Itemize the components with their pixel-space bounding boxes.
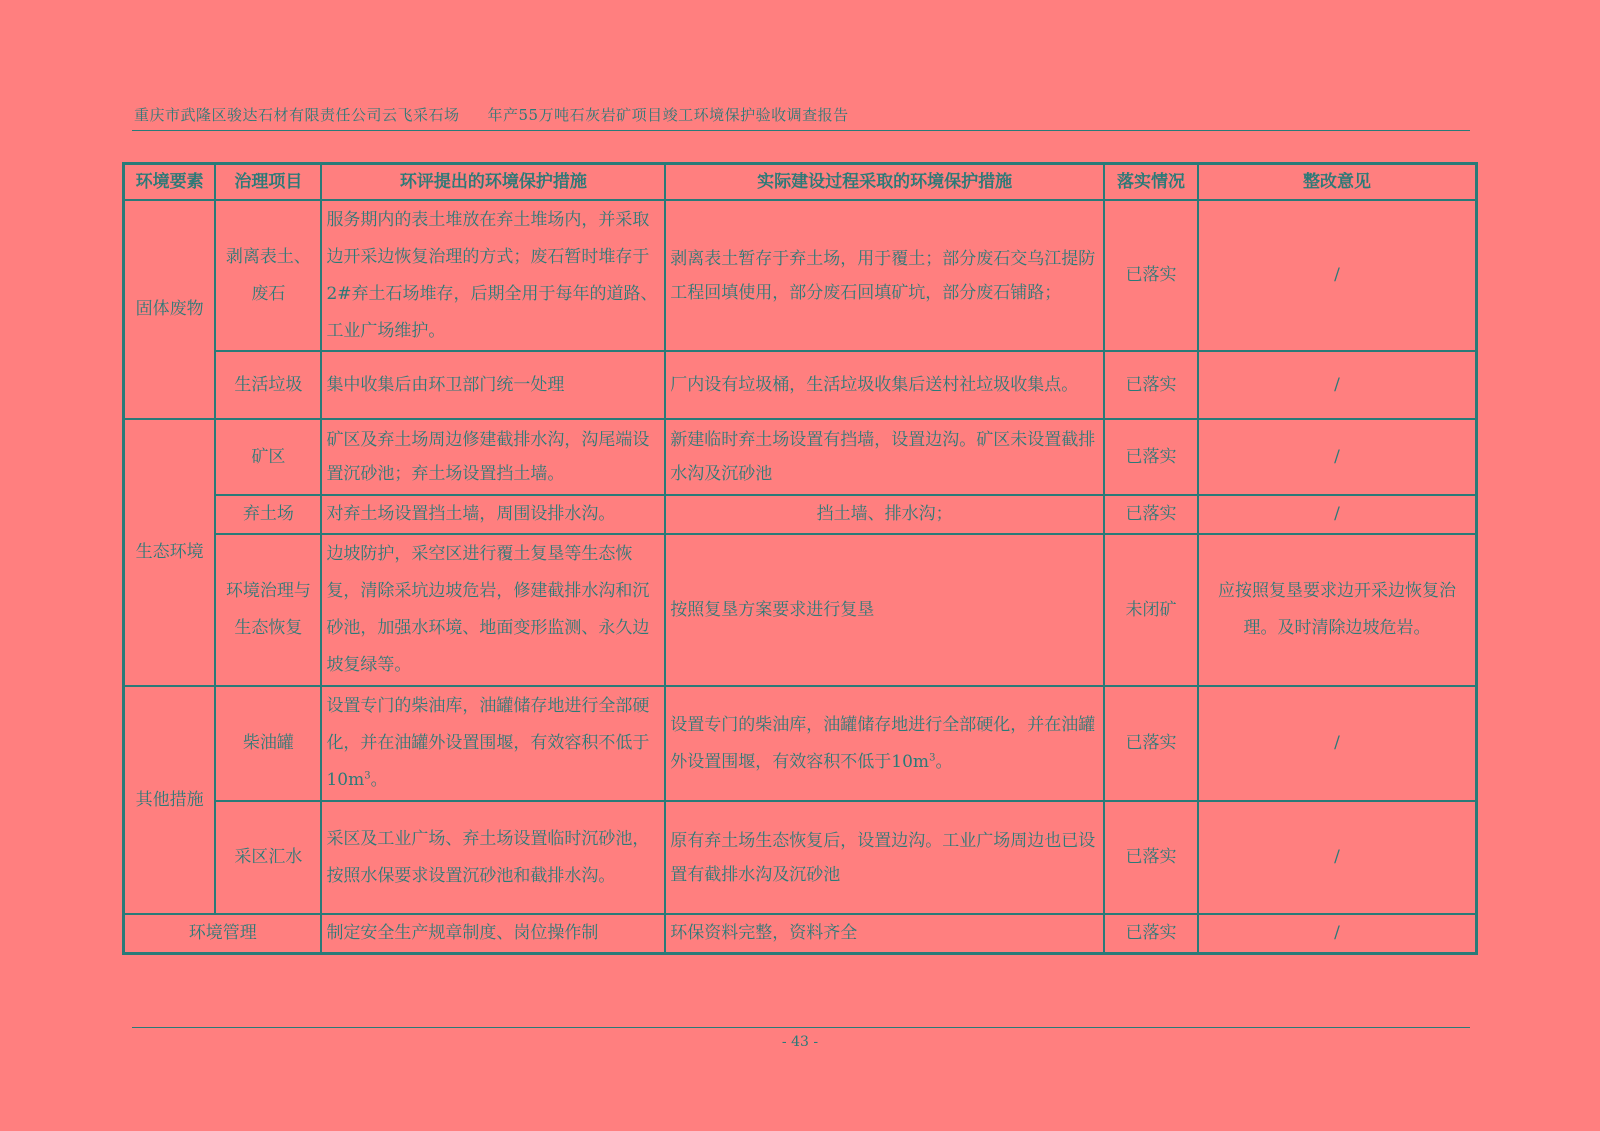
- eia-cell: 矿区及弃土场周边修建截排水沟，沟尾端设置沉砂池；弃土场设置挡土墙。: [321, 419, 665, 495]
- actual-text-end: 。: [935, 751, 953, 772]
- group-cell-solid: 固体废物: [124, 200, 216, 419]
- item-cell: 环境治理与生态恢复: [215, 534, 321, 686]
- eia-cell: 服务期内的表土堆放在弃土堆场内，并采取边开采边恢复治理的方式；废石暂时堆存于2#弃土石场堆存，后期全用于每年的道路、工业广场维护。: [321, 200, 665, 351]
- table-row: [124, 419, 1477, 495]
- advice-cell: /: [1198, 200, 1477, 351]
- actual-cell: 新建临时弃土场设置有挡墙，设置边沟。矿区未设置截排水沟及沉砂池: [665, 419, 1104, 495]
- table-row: [124, 686, 1477, 801]
- status-cell: 已落实: [1104, 801, 1198, 914]
- advice-cell: /: [1198, 419, 1477, 495]
- header-report: 年产55万吨石灰岩矿项目竣工环境保护验收调查报告: [487, 106, 849, 124]
- header-company: 重庆市武隆区骏达石材有限责任公司云飞采石场: [134, 106, 460, 124]
- superscript: 3: [364, 770, 371, 782]
- col-header: 环境要素: [124, 164, 216, 201]
- item-cell: 采区汇水: [215, 801, 321, 914]
- eia-cell: 制定安全生产规章制度、岗位操作制: [321, 914, 665, 954]
- advice-cell: /: [1198, 686, 1477, 801]
- eia-text-end: 。: [370, 770, 388, 790]
- status-cell: 已落实: [1104, 914, 1198, 954]
- status-cell: 已落实: [1104, 419, 1198, 495]
- footer-rule: [132, 1027, 1470, 1028]
- advice-cell: 应按照复垦要求边开采边恢复治理。及时清除边坡危岩。: [1198, 534, 1477, 686]
- col-header: 治理项目: [215, 164, 321, 201]
- status-cell: 已落实: [1104, 495, 1198, 534]
- eia-cell: 集中收集后由环卫部门统一处理: [321, 351, 665, 419]
- item-cell: 柴油罐: [215, 686, 321, 801]
- item-cell: 环境管理: [124, 914, 322, 954]
- page-header: [134, 104, 849, 125]
- actual-cell: [665, 686, 1104, 801]
- item-cell: 生活垃圾: [215, 351, 321, 419]
- group-cell-eco: 生态环境: [124, 419, 216, 686]
- table-row: [124, 534, 1477, 686]
- table-header-row: [124, 164, 1477, 201]
- item-cell: 矿区: [215, 419, 321, 495]
- measures-table: [122, 162, 1478, 955]
- page-number: - 43 -: [781, 1034, 819, 1050]
- actual-cell: 剥离表土暂存于弃土场，用于覆土；部分废石交乌江提防工程回填使用，部分废石回填矿坑，部分废石铺路；: [665, 200, 1104, 351]
- col-header: 实际建设过程采取的环境保护措施: [665, 164, 1104, 201]
- eia-cell: 采区及工业广场、弃土场设置临时沉砂池，按照水保要求设置沉砂池和截排水沟。: [321, 801, 665, 914]
- actual-cell: 挡土墙、排水沟；: [665, 495, 1104, 534]
- table-row: [124, 200, 1477, 351]
- eia-cell: [321, 686, 665, 801]
- actual-text: 设置专门的柴油库，油罐储存地进行全部硬化，并在油罐外设置围堰，有效容积不低于10m: [670, 714, 1096, 772]
- actual-cell: 按照复垦方案要求进行复垦: [665, 534, 1104, 686]
- eia-cell: 边坡防护，采空区进行覆土复垦等生态恢复，清除采坑边坡危岩，修建截排水沟和沉砂池，加强水环境、地面变形监测、永久边坡复绿等。: [321, 534, 665, 686]
- status-cell: 已落实: [1104, 351, 1198, 419]
- actual-cell: 环保资料完整，资料齐全: [665, 914, 1104, 954]
- eia-text: 设置专门的柴油库，油罐储存地进行全部硬化，并在油罐外设置围堰，有效容积不低于10m: [326, 696, 650, 790]
- table-row: [124, 351, 1477, 419]
- superscript: 3: [929, 751, 936, 763]
- advice-cell: /: [1198, 914, 1477, 954]
- status-cell: 已落实: [1104, 686, 1198, 801]
- col-header: 落实情况: [1104, 164, 1198, 201]
- col-header: 整改意见: [1198, 164, 1477, 201]
- table-row: [124, 914, 1477, 954]
- status-cell: 未闭矿: [1104, 534, 1198, 686]
- eia-cell: 对弃土场设置挡土墙，周围设排水沟。: [321, 495, 665, 534]
- table-row: [124, 801, 1477, 914]
- actual-cell: 原有弃土场生态恢复后，设置边沟。工业广场周边也已设置有截排水沟及沉砂池: [665, 801, 1104, 914]
- advice-cell: /: [1198, 495, 1477, 534]
- advice-cell: /: [1198, 801, 1477, 914]
- advice-cell: /: [1198, 351, 1477, 419]
- item-cell: 剥离表土、废石: [215, 200, 321, 351]
- item-cell: 弃土场: [215, 495, 321, 534]
- group-cell-other: 其他措施: [124, 686, 216, 914]
- col-header: 环评提出的环境保护措施: [321, 164, 665, 201]
- header-rule: [132, 130, 1470, 131]
- status-cell: 已落实: [1104, 200, 1198, 351]
- actual-cell: 厂内设有垃圾桶，生活垃圾收集后送村社垃圾收集点。: [665, 351, 1104, 419]
- table-row: [124, 495, 1477, 534]
